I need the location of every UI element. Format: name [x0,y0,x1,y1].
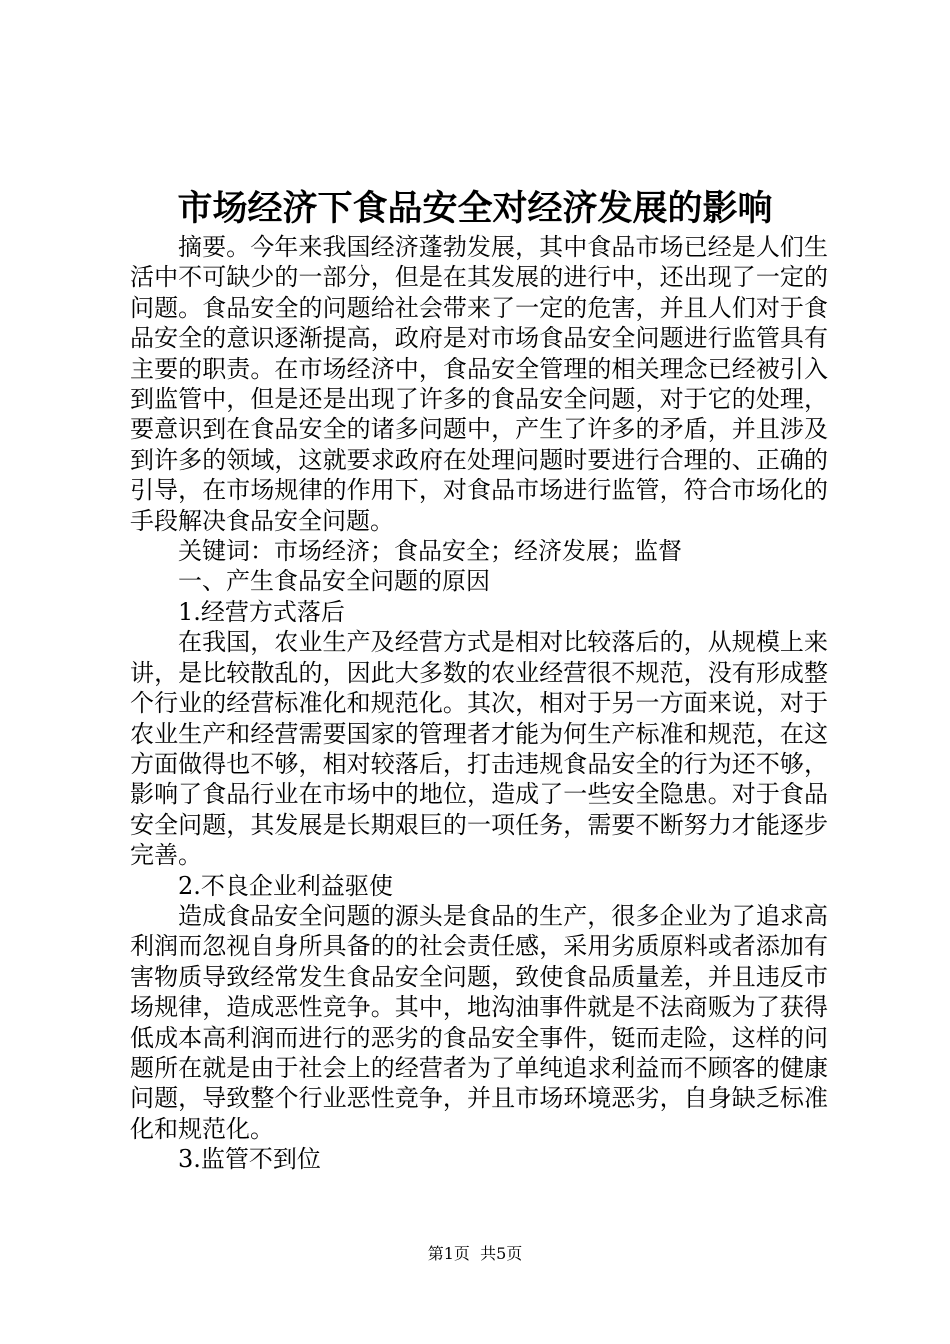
abstract-paragraph: 摘要。今年来我国经济蓬勃发展，其中食品市场已经是人们生活中不可缺少的一部分，但是在其发展的进行中，还出现了一定的问题。食品安全的问题给社会带来了一定的危害，并且人们对于食品安全的意识逐渐提高，政府是对市场食品安全问题进行监管具有主要的职责。在市场经济中，食品安全管理的相关理念已经被引入到监管中，但是还是出现了许多的食品安全问题，对于它的处理，要意识到在食品安全的诸多问题中，产生了许多的矛盾，并且涉及到许多的领域，这就要求政府在处理问题时要进行合理的、正确的引导，在市场规律的作用下，对食品市场进行监管，符合市场化的手段解决食品安全问题。 [130,233,828,535]
document-title: 市场经济下食品安全对经济发展的影响 [177,189,773,229]
subsection-heading: 2.不良企业利益驱使 [178,871,393,900]
subsection-heading: 3.监管不到位 [178,1145,321,1174]
page-number: 第1页 [427,1244,470,1263]
body-paragraph: 造成食品安全问题的源头是食品的生产，很多企业为了追求高利润而忽视自身所具备的的社会责任感，采用劣质原料或者添加有害物质导致经常发生食品安全问题，致使食品质量差，并且违反市场规律，造成恶性竞争。其中，地沟油事件就是不法商贩为了获得低成本高利润而进行的恶劣的食品安全事件，铤而走险，这样的问题所在就是由于社会上的经营者为了单纯追求利益而不顾客的健康问题，导致整个行业恶性竞争，并且市场环境恶劣，自身缺乏标准化和规范化。 [130,901,828,1143]
section-heading: 一、产生食品安全问题的原因 [178,567,490,596]
document-body [130,232,828,1175]
page-footer [0,1242,950,1266]
body-paragraph: 在我国，农业生产及经营方式是相对比较落后的，从规模上来讲，是比较散乱的，因此大多数的农业经营很不规范，没有形成整个行业的经营标准化和规范化。其次，相对于另一方面来说，对于农业生产和经营需要国家的管理者才能为何生产标准和规范，在这方面做得也不够，相对较落后，打击违规食品安全的行为还不够，影响了食品行业在市场中的地位，造成了一些安全隐患。对于食品安全问题，其发展是长期艰巨的一项任务，需要不断努力才能逐步完善。 [130,628,828,870]
keywords-line: 关键词：市场经济；食品安全；经济发展；监督 [178,537,682,566]
subsection-heading: 1.经营方式落后 [178,597,345,626]
page-total: 共5页 [480,1244,523,1263]
